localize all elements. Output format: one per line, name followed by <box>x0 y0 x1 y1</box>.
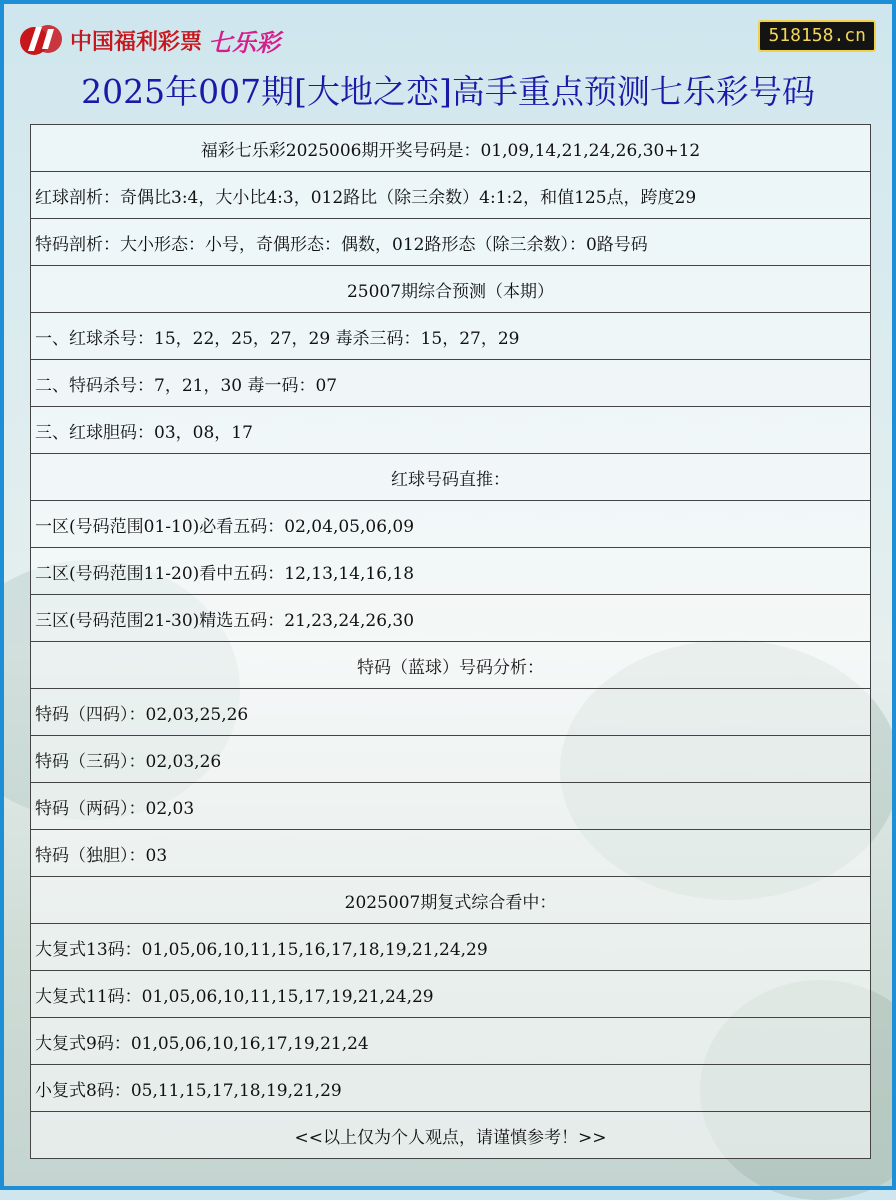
section-header-cell: <<以上仅为个人观点，请谨慎参考！>> <box>31 1112 871 1159</box>
table-row <box>31 595 871 642</box>
page-title: 2025年007期[大地之恋]高手重点预测七乐彩号码 <box>81 72 815 111</box>
header <box>0 0 896 122</box>
table-row <box>31 407 871 454</box>
table-row <box>31 125 871 172</box>
table-cell: 特码（四码）：02,03,25,26 <box>31 689 871 736</box>
section-header-cell: 25007期综合预测（本期） <box>31 266 871 313</box>
prediction-table <box>30 124 871 1159</box>
welfare-lottery-logo <box>18 20 280 60</box>
table-row <box>31 548 871 595</box>
table-row <box>31 642 871 689</box>
table-row <box>31 1112 871 1159</box>
table-row <box>31 924 871 971</box>
logo-brand-text: 中国福利彩票 <box>70 29 203 55</box>
table-cell: 红球剖析：奇偶比3:4，大小比4:3，012路比（除三余数）4:1:2，和值125点，跨度29 <box>31 172 871 219</box>
table-row <box>31 736 871 783</box>
logo-product-text: 七乐彩 <box>208 28 281 57</box>
table-row <box>31 1065 871 1112</box>
section-header-cell: 福彩七乐彩2025006期开奖号码是：01,09,14,21,24,26,30+12 <box>31 125 871 172</box>
section-header-cell: 红球号码直推： <box>31 454 871 501</box>
table-cell: 一、红球杀号：15，22，25，27，29 毒杀三码：15，27，29 <box>31 313 871 360</box>
table-cell: 小复式8码：05,11,15,17,18,19,21,29 <box>31 1065 871 1112</box>
table-cell: 二、特码杀号：7，21，30 毒一码：07 <box>31 360 871 407</box>
table-cell: 大复式11码：01,05,06,10,11,15,17,19,21,24,29 <box>31 971 871 1018</box>
section-header-cell: 2025007期复式综合看中： <box>31 877 871 924</box>
table-cell: 特码（两码）：02,03 <box>31 783 871 830</box>
table-row <box>31 172 871 219</box>
table-row <box>31 783 871 830</box>
site-badge[interactable]: 518158.cn <box>758 20 876 52</box>
table-cell: 一区(号码范围01-10)必看五码：02,04,05,06,09 <box>31 501 871 548</box>
table-cell: 大复式13码：01,05,06,10,11,15,16,17,18,19,21,24,29 <box>31 924 871 971</box>
table-row <box>31 266 871 313</box>
table-row <box>31 360 871 407</box>
section-header-cell: 特码（蓝球）号码分析： <box>31 642 871 689</box>
table-cell: 特码剖析：大小形态：小号，奇偶形态：偶数，012路形态（除三余数）：0路号码 <box>31 219 871 266</box>
table-row <box>31 219 871 266</box>
table-cell: 三、红球胆码：03，08，17 <box>31 407 871 454</box>
lottery-logo-icon <box>18 21 64 59</box>
table-row <box>31 689 871 736</box>
table-row <box>31 830 871 877</box>
table-row <box>31 454 871 501</box>
table-row <box>31 1018 871 1065</box>
table-cell: 二区(号码范围11-20)看中五码：12,13,14,16,18 <box>31 548 871 595</box>
table-row <box>31 501 871 548</box>
table-cell: 特码（独胆）：03 <box>31 830 871 877</box>
table-cell: 三区(号码范围21-30)精选五码：21,23,24,26,30 <box>31 595 871 642</box>
table-row <box>31 877 871 924</box>
table-cell: 特码（三码）：02,03,26 <box>31 736 871 783</box>
table-row <box>31 971 871 1018</box>
table-row <box>31 313 871 360</box>
table-cell: 大复式9码：01,05,06,10,16,17,19,21,24 <box>31 1018 871 1065</box>
